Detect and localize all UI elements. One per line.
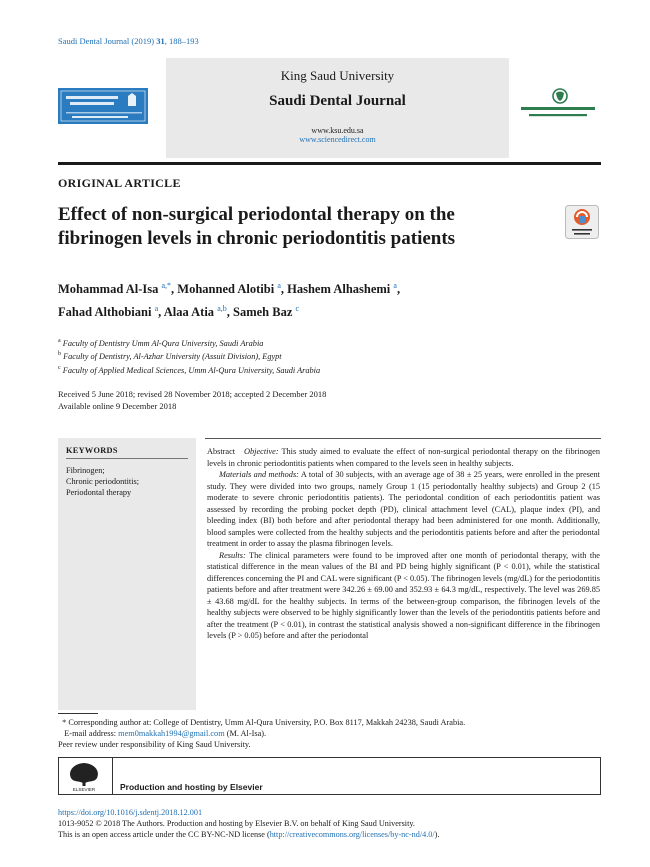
check-for-updates-icon[interactable] xyxy=(565,205,599,239)
abstract-objective: Abstract Objective: This study aimed to evaluate the effect of non-surgical periodontal therapy on the fibrinogen levels in chronic periodontitis patients when compared to the levels seen in healthy subjects. xyxy=(207,447,600,468)
affiliation: $^a$ Faculty of Dentistry Umm Al-Qura University, Saudi Arabia xyxy=(58,338,264,348)
author: Hashem Alhashemi $^a$, xyxy=(287,281,401,297)
author: Mohanned Alotibi $^a$, xyxy=(177,281,288,297)
affiliation: $^c$ Faculty of Applied Medical Sciences, Umm Al-Qura University, Saudi Arabia xyxy=(58,364,321,375)
author: Sameh Baz $^c$ xyxy=(233,304,300,320)
article-type: ORIGINAL ARTICLE xyxy=(58,176,181,190)
keyword: Periodontal therapy xyxy=(66,488,132,498)
corresponding-author-note: * Corresponding author at: College of Dentistry, Umm Al-Qura University, P.O. Box 8117, Makkah 24238, Saudi Arabia. xyxy=(58,718,466,727)
keywords-list xyxy=(66,465,139,499)
university-url[interactable]: www.ksu.edu.sa xyxy=(311,126,364,135)
abstract xyxy=(207,446,600,642)
journal-name: Saudi Dental Journal xyxy=(269,93,406,109)
keyword: Fibrinogen; xyxy=(66,466,105,475)
keywords-heading: KEYWORDS xyxy=(66,446,118,455)
header-divider xyxy=(58,162,601,165)
article-history xyxy=(58,389,326,412)
online-date: Available online 9 December 2018 xyxy=(58,400,177,411)
production-credit: Production and hosting by Elsevier xyxy=(120,782,263,792)
svg-text:ELSEVIER: ELSEVIER xyxy=(72,787,96,792)
license-line: This is an open access article under the CC BY-NC-ND license (http://creativecommons.org/licenses/by-nc-nd/4.0/). xyxy=(58,830,440,839)
abstract-divider xyxy=(205,438,601,439)
footnote-divider xyxy=(58,713,98,714)
production-box-divider xyxy=(112,757,113,795)
footnotes xyxy=(58,717,601,750)
doi-link[interactable]: https://doi.org/10.1016/j.sdentj.2018.12.001 xyxy=(58,808,203,817)
journal-citation[interactable]: Saudi Dental Journal (2019) 31, 188–193 xyxy=(58,36,199,46)
publication-info xyxy=(58,807,601,840)
email-link[interactable]: mem0makkah1994@gmail.com xyxy=(118,729,225,738)
elsevier-tree-logo xyxy=(62,760,106,792)
author: Fahad Althobiani $^a$, xyxy=(58,304,164,320)
author-list xyxy=(58,276,558,322)
article-title: Effect of non-surgical periodontal therapy on the fibrinogen levels in chronic periodontitis patients xyxy=(58,204,456,249)
author: Alaa Atia $^{a,b}$, xyxy=(163,304,233,320)
abstract-methods: Materials and methods: A total of 30 subjects, with an average age of 38 ± 25 years, were enrolled in the present study. They were divided into two groups, namely Group 1 (15 periodontally healthy subjects) and Group 2 (15 moderate to severe chronic periodontitis patients). The periodontal condition of each periodontitis patient was assessed by recording the probing pocket depth (PD), clinical attachment level (CAL), plaque index (PI), and bleeding index (BI) both before and after periodontal therapy had been administered for one month. Additionally, blood samples were collected from the healthy subjects and the periodontitis patients before and after the periodontal treatment in order to assay the plasma fibrinogen levels. xyxy=(207,470,600,548)
affiliations xyxy=(58,336,598,376)
ksu-logo xyxy=(58,88,148,124)
received-dates: Received 5 June 2018; revised 28 November 2018; accepted 2 December 2018 xyxy=(58,389,327,399)
license-link[interactable]: http://creativecommons.org/licenses/by-nc-nd/4.0/ xyxy=(269,830,435,839)
saudi-dental-society-logo xyxy=(515,86,601,122)
keyword: Chronic periodontitis; xyxy=(66,477,140,487)
abstract-results: Results: The clinical parameters were found to be improved after one month of periodontal therapy, with the statistical difference in the mean values of the BI and PD being highly significant (P < 0.01), while the statistical differences concerning the PI and CAL were significant (P < 0.05). The fibrinogen levels (mg/dL) for the periodontitis patients before and after treatment were 342.26 ± 69.00 and 352.93 ± 64.3 mg/dL, respectively. The level was 269.85 ± 43.68 mg/dL for the healthy subjects. In terms of the between-group comparison, the fibrinogen levels of the healthy subjects were observed to be highly significantly lower than the levels of the periodontitis patients before and after the treatment (P < 0.01), in contrast the statistical analysis showed a non-significant difference in the fibrinogen levels (P > 0.05) before and after the periodontal xyxy=(207,550,600,640)
peer-review-note: Peer review under responsibility of King Saud University. xyxy=(58,740,251,749)
email-note: E-mail address: mem0makkah1994@gmail.com (M. Al-Isa). xyxy=(64,729,267,738)
university-name: King Saud University xyxy=(280,68,395,83)
keywords-divider xyxy=(66,458,188,459)
affiliation: $^b$ Faculty of Dentistry, Al-Azhar University (Assuit Division), Egypt xyxy=(58,351,282,362)
sciencedirect-link[interactable]: www.sciencedirect.com xyxy=(299,135,376,144)
author: Mohammad Al-Isa $^{a,*}$, xyxy=(58,281,178,297)
copyright-line: 1013-9052 © 2018 The Authors. Production and hosting by Elsevier B.V. on behalf of King Saud University. xyxy=(58,819,415,828)
